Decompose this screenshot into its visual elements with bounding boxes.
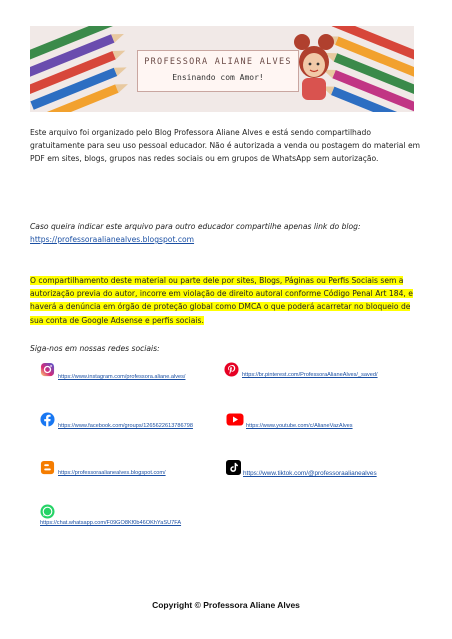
blogger-link[interactable]: https://professoraalianealves.blogspot.com/ — [58, 470, 166, 476]
follow-heading: Siga-nos em nossas redes sociais: — [30, 344, 160, 353]
instagram-link[interactable]: https://www.instagram.com/professora.aliane.alves/ — [58, 374, 186, 380]
pinterest-icon[interactable] — [224, 362, 239, 377]
facebook-link[interactable]: https://www.facebook.com/groups/1265622613786798 — [58, 423, 193, 429]
brand-title: PROFESSORA ALIANE ALVES — [144, 57, 292, 67]
youtube-link[interactable]: https://www.youtube.com/c/AlianeVazAlves — [246, 423, 353, 429]
brand-logo-box — [137, 50, 299, 92]
facebook-icon[interactable] — [40, 412, 55, 427]
header-banner — [30, 26, 414, 112]
copyright-warning — [30, 274, 422, 327]
teacher-avatar-image — [292, 32, 336, 102]
share-instructions: Caso queira indicar este arquivo para outro educador compartilhe apenas link do blog: — [30, 222, 361, 231]
brand-subtitle: Ensinando com Amor! — [172, 73, 264, 82]
instagram-icon[interactable] — [40, 362, 55, 377]
youtube-icon[interactable] — [226, 412, 244, 427]
notice-paragraph: Este arquivo foi organizado pelo Blog Professora Aliane Alves e está sendo compartilhado gratuitamente para seu uso pessoal educador. Não é autorizada a venda ou postagem do material em PDF em sites, blogs, grupos nas redes sociais ou em grupos de WhatsApp sem autorização. — [30, 128, 421, 164]
whatsapp-icon[interactable] — [40, 504, 55, 519]
blog-link-line — [30, 233, 422, 246]
tiktok-icon[interactable] — [226, 460, 241, 475]
warning-highlighted-text: O compartilhamento deste material ou parte dele por sites, Blogs, Páginas ou Perfis Sociais sem a autorização previa do autor, incorre em violação de direito autoral conforme Código Penal Art 184, e haverá a denúncia em órgão de proteção global como DMCA o que poderá acarretar no bloqueio de sua conta de Google Adsense e perfis sociais. — [30, 276, 413, 325]
blog-link[interactable]: https://professoraalianealves.blogspot.com — [30, 235, 195, 244]
pinterest-link[interactable]: https://br.pinterest.com/ProfessoraAlianeAlves/_saved/ — [242, 372, 378, 378]
tiktok-link[interactable]: https://www.tiktok.com/@professoraalianealves — [243, 470, 377, 477]
blogger-icon[interactable] — [40, 460, 55, 475]
copyright-footer: Copyright © Professora Aliane Alves — [152, 600, 300, 610]
whatsapp-link[interactable]: https://chat.whatsapp.com/F09GO8Kf0b46OKhYaSU7FA — [40, 520, 182, 526]
